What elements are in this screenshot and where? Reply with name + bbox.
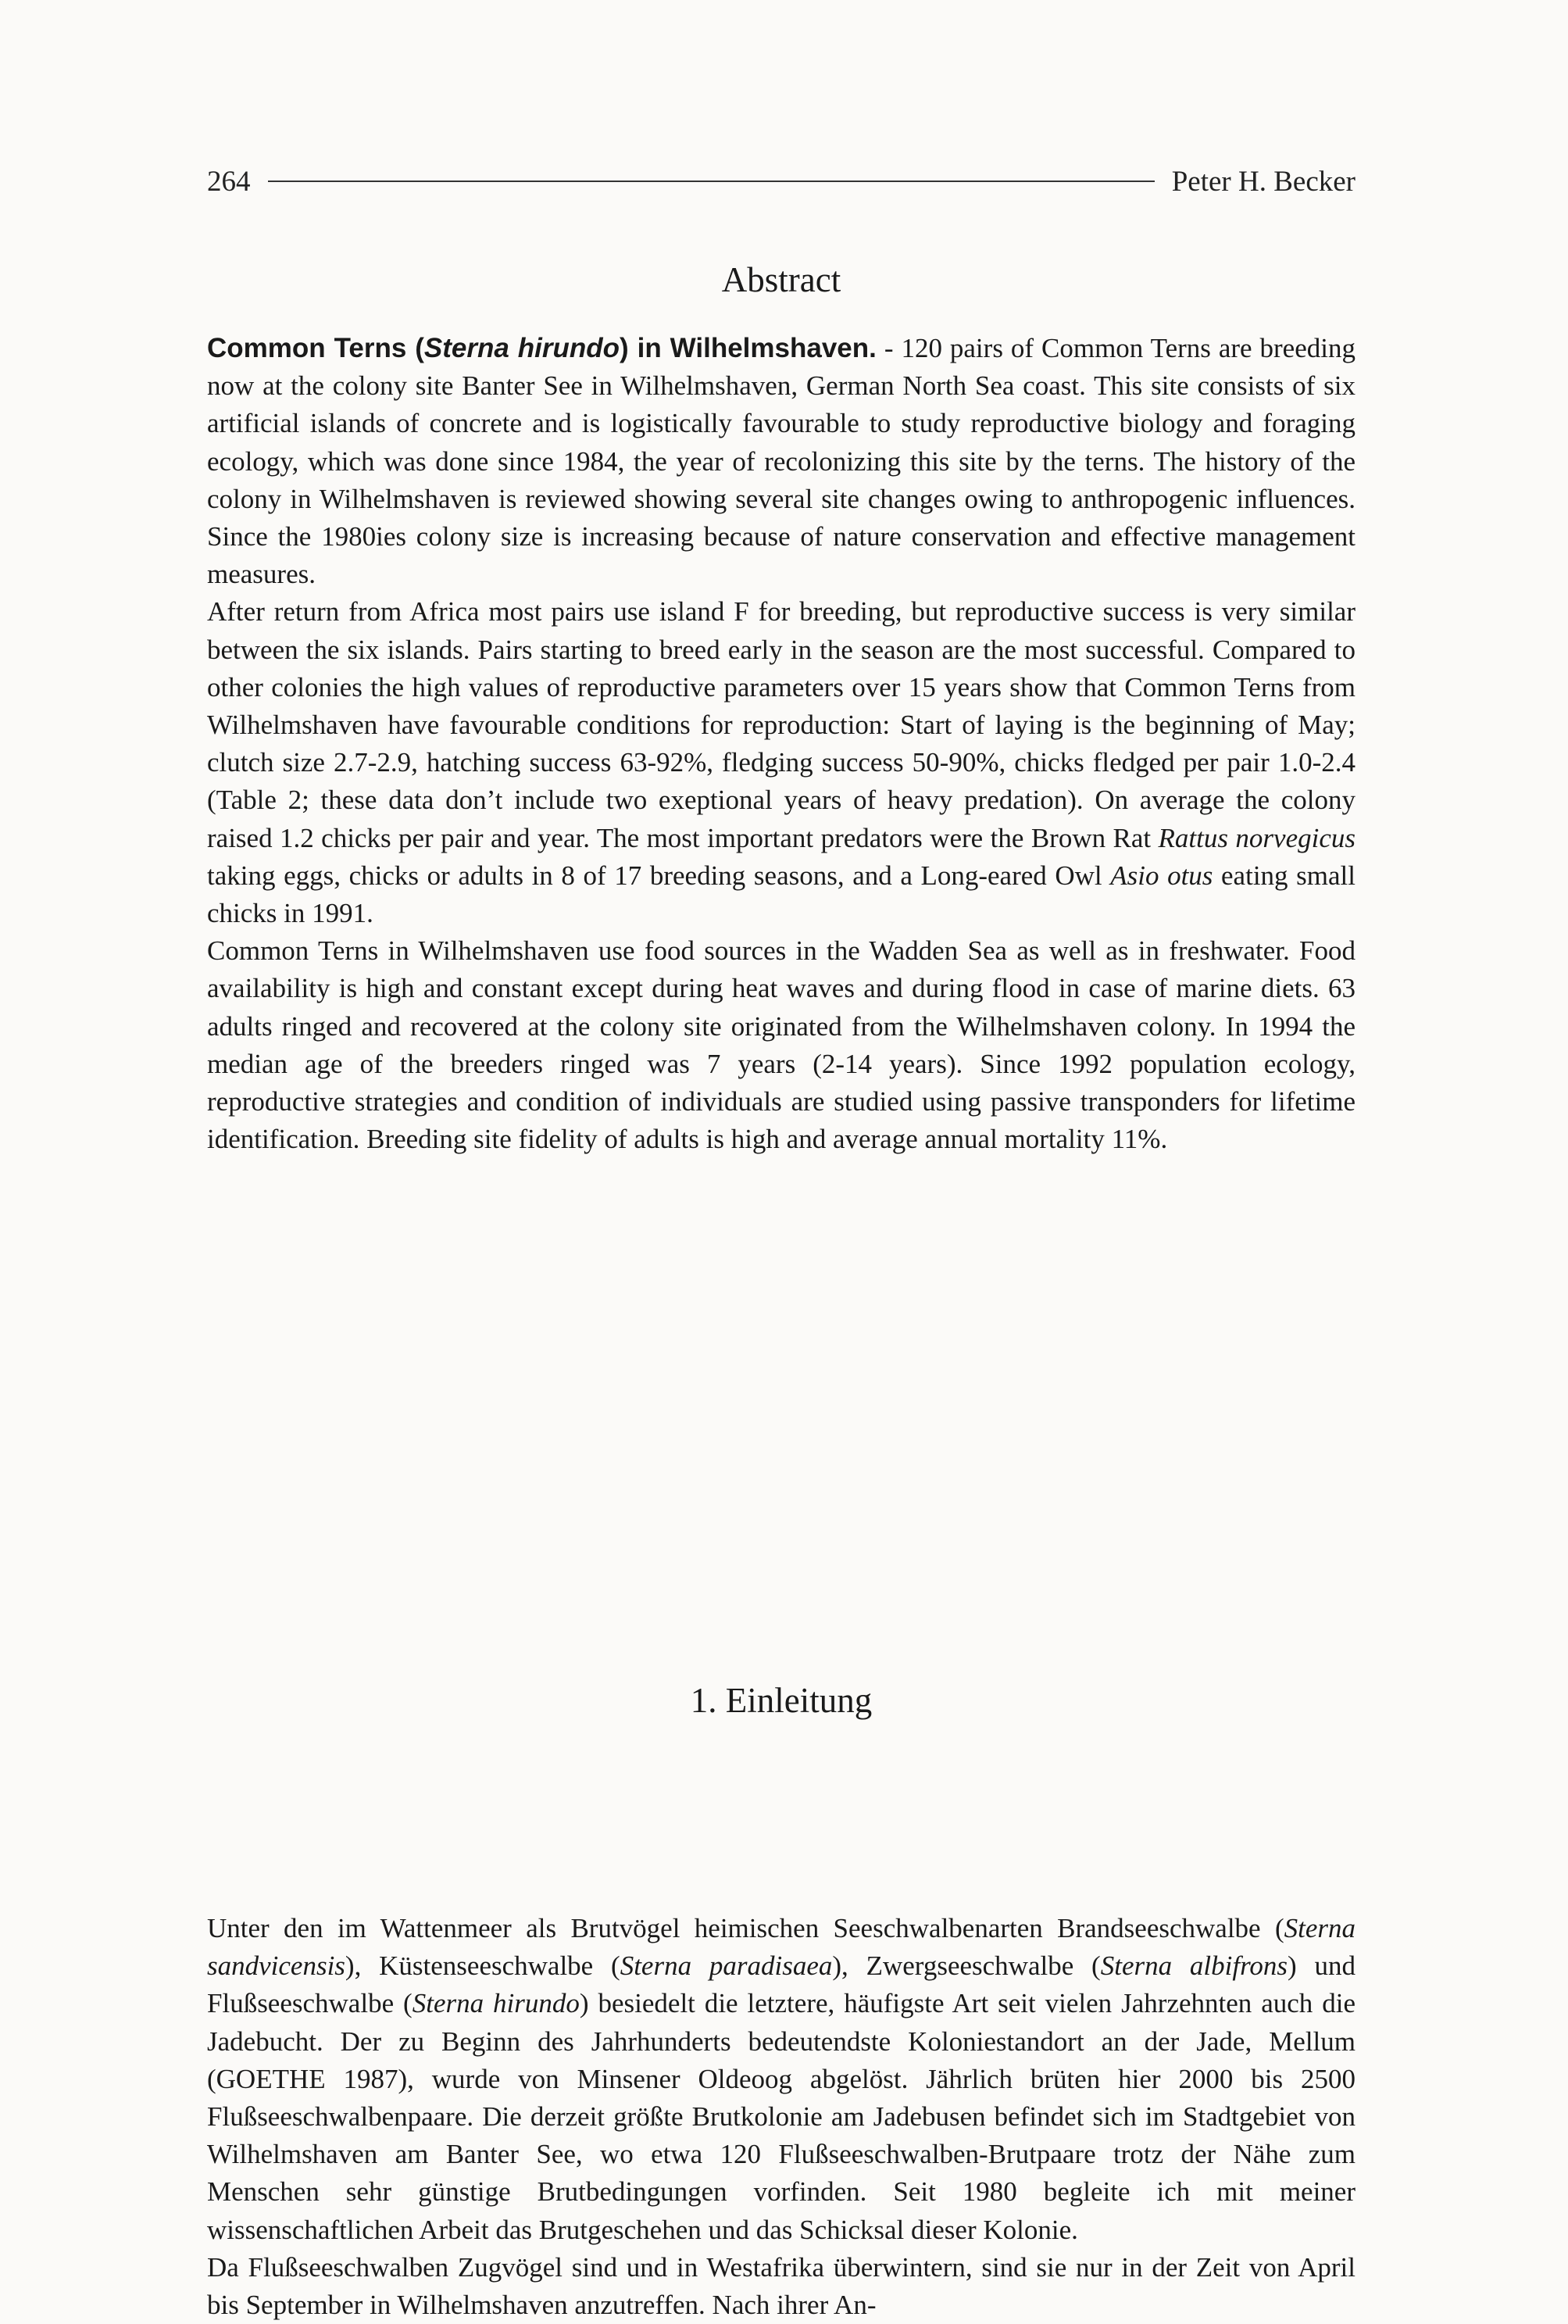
abstract-paragraph-3: Common Terns in Wilhelmshaven use food sources in the Wadden Sea as well as in freshwater. Food availability is high and constant except during heat waves and during flood in case of marine diets. 63 adults ringed and recovered at the colony site originated from the Wilhelmshaven colony. In 1994 the median age of the breeders ringed was 7 years (2-14 years). Since 1992 population ecology, reproductive strategies and condition of individuals are studied using passive transponders for lifetime identification. Breeding site fidelity of adults is high and average annual mortality 11%.: [207, 935, 1355, 1155]
section-heading: 1. Einleitung: [690, 1681, 873, 1720]
abstract-title: Common Terns (Sterna hirundo) in Wilhelmshaven.: [207, 333, 877, 363]
species-name: Sterna hirundo: [412, 1988, 580, 2019]
running-header: [207, 162, 1355, 201]
header-rule: [268, 181, 1155, 182]
species-name: Sterna hirundo: [423, 333, 620, 363]
abstract-body: [207, 330, 1355, 1158]
intro-paragraph-1: Unter den im Wattenmeer als Brutvögel heimischen Seeschwalbenarten Brandseeschwalbe (Sterna sandvicensis), Küstenseeschwalbe (Sterna paradisaea), Zwergseeschwalbe (Sterna albifrons) und Flußseeschwalbe (Sterna hirundo) besiedelt die letztere, häufigste Art seit vielen Jahrzehnten auch die Jadebucht. Der zu Beginn des Jahrhunderts bedeutendste Koloniestandort an der Jade, Mellum (GOETHE 1987), wurde von Minsener Oldeoog abgelöst. Jährlich brüten hier 2000 bis 2500 Flußseeschwalbenpaare. Die derzeit größte Brutkolonie am Jadebusen befindet sich im Stadtgebiet von Wilhelmshaven am Banter See, wo etwa 120 Flußseeschwalben-Brutpaare trotz der Nähe zum Menschen sehr günstige Brutbedingungen vorfinden. Seit 1980 begleite ich mit meiner wissenschaftlichen Arbeit das Brutgeschehen und das Schicksal dieser Kolonie.: [207, 1913, 1355, 2245]
introduction-body: [207, 1910, 1355, 2324]
abstract-paragraph-1: Common Terns (Sterna hirundo) in Wilhelmshaven. - 120 pairs of Common Terns are breeding now at the colony site Banter See in Wilhelmshaven, German North Sea coast. This site consists of six artificial islands of concrete and is logistically favourable to study reproductive biology and foraging ecology, which was done since 1984, the year of recolonizing this site by the terns. The history of the colony in Wilhelmshaven is reviewed showing several site changes owing to anthropogenic influences. Since the 1980ies colony size is increasing because of nature conservation and effective management measures.: [207, 333, 1355, 590]
intro-paragraph-2: Da Flußseeschwalben Zugvögel sind und in Westafrika überwintern, sind sie nur in der Zeit von April bis September in Wilhelmshaven anzutreffen. Nach ihrer An-: [207, 2251, 1355, 2321]
running-author: Peter H. Becker: [1171, 165, 1355, 198]
page-number: 264: [207, 165, 251, 198]
species-name: Sterna paradisaea: [620, 1950, 833, 1982]
species-name: Sterna albifrons: [1100, 1950, 1288, 1982]
abstract-heading: Abstract: [721, 260, 841, 299]
species-name: Sterna sandvicensis: [207, 1913, 1355, 1982]
species-name: Asio otus: [1110, 860, 1213, 891]
abstract-paragraph-2: After return from Africa most pairs use island F for breeding, but reproductive success is very similar between the six islands. Pairs starting to breed early in the season are the most successful. Compared to other colonies the high values of reproductive parameters over 15 years show that Common Terns from Wilhelmshaven have favourable conditions for reproduction: Start of laying is the beginning of May; clutch size 2.7-2.9, hatching success 63-92%, fledging success 50-90%, chicks fledged per pair 1.0-2.4 (Table 2; these data don’t include two exeptional years of heavy predation). On average the colony raised 1.2 chicks per pair and year. The most important predators were the Brown Rat Rattus norvegicus taking eggs, chicks or adults in 8 of 17 breeding seasons, and a Long-eared Owl Asio otus eating small chicks in 1991.: [207, 596, 1355, 929]
species-name: Rattus norvegicus: [1158, 822, 1355, 853]
